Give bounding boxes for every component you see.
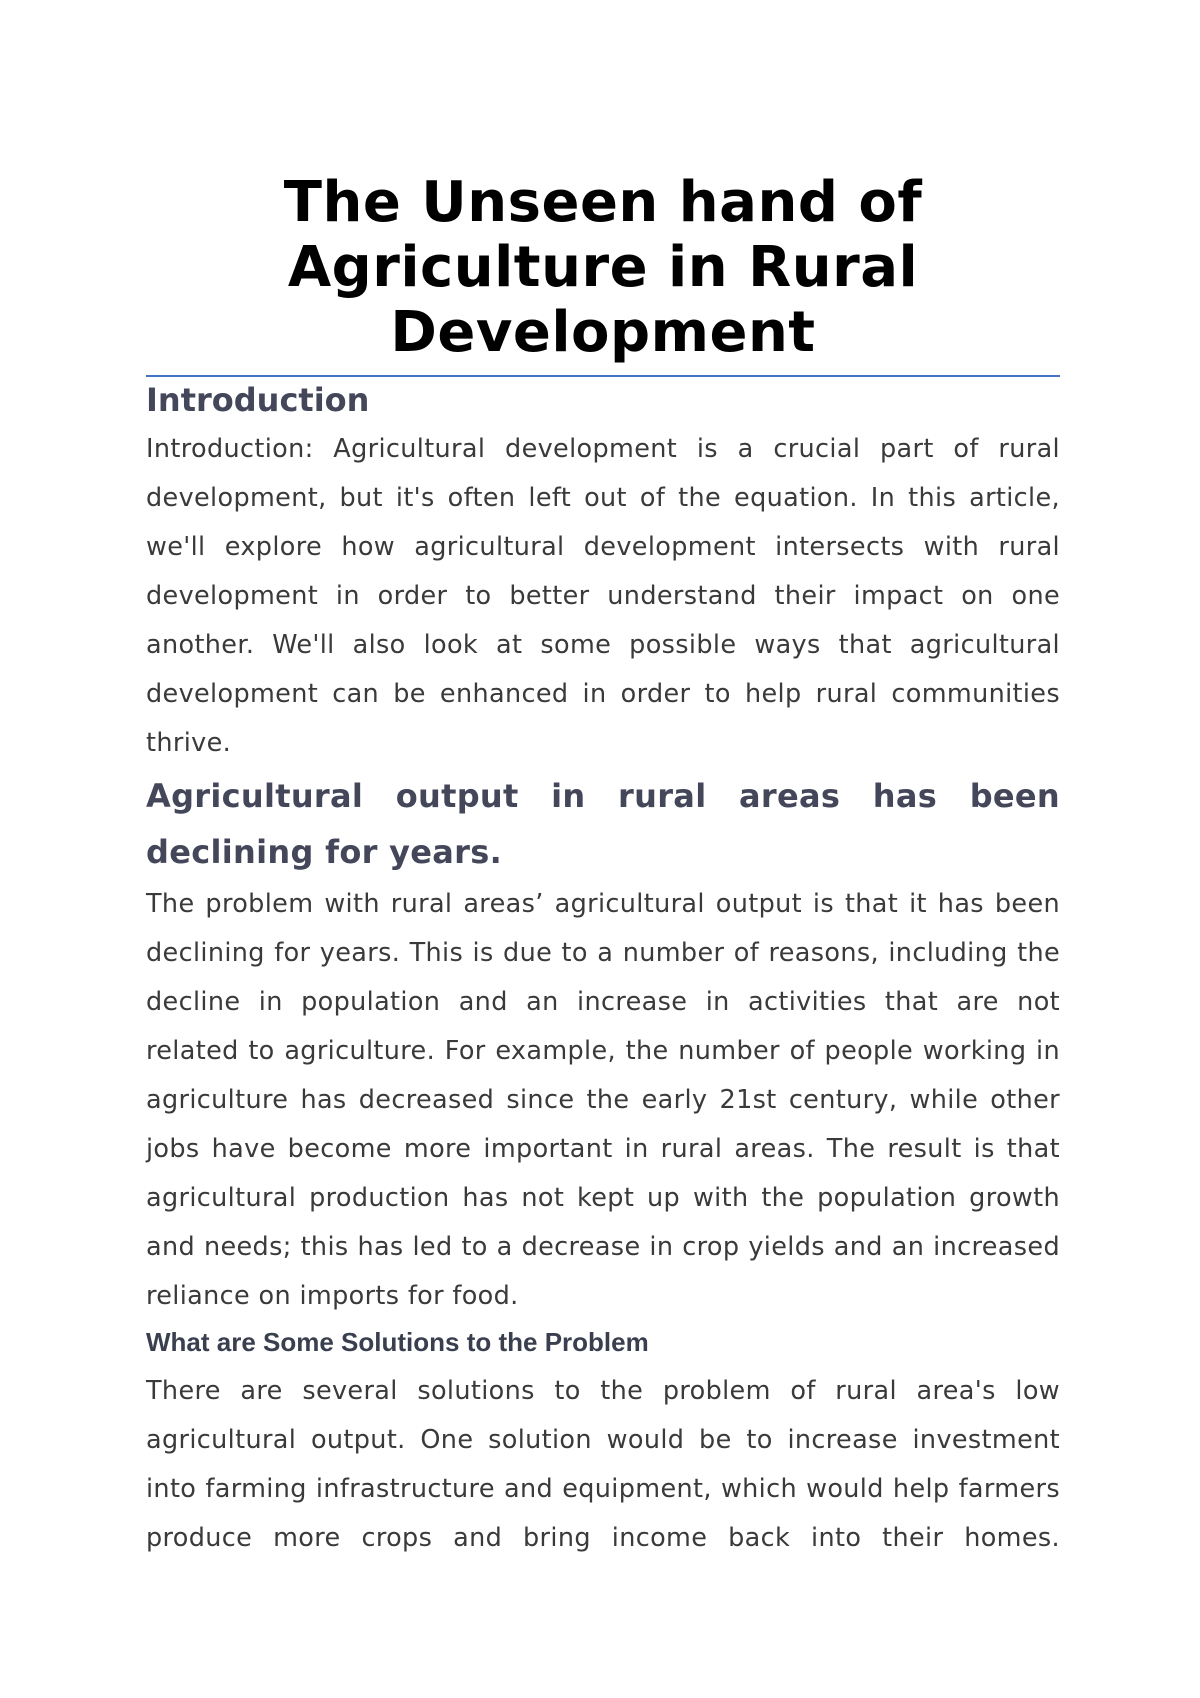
section-body-solutions: There are several solutions to the problem of rural area's low agricultural output. One solution would be to increase investment into farming infrastructure and equipment, which would help farmers produce more crops and bring income back into their homes.	[146, 1376, 1060, 1553]
section-heading-solutions: What are Some Solutions to the Problem	[146, 1327, 649, 1357]
section-heading-introduction: Introduction	[146, 381, 370, 419]
document-page	[146, 170, 1060, 1563]
section-body-output-decline: The problem with rural areas’ agricultural output is that it has been declining for years. This is due to a number of reasons, including the decline in population and an increase in activities that are not related to agriculture. For example, the number of people working in agriculture has decreased since the early 21st century, while other jobs have become more important in rural areas. The result is that agricultural production has not kept up with the population growth and needs; this has led to a decrease in crop yields and an increased reliance on imports for food.	[146, 889, 1060, 1311]
section-body-introduction: Introduction: Agricultural development is a crucial part of rural development, but it's often left out of the equation. In this article, we'll explore how agricultural development intersects with rural development in order to better understand their impact on one another. We'll also look at some possible ways that agricultural development can be enhanced in order to help rural communities thrive.	[146, 434, 1060, 758]
document-title: The Unseen hand of Agriculture in Rural Development	[283, 170, 923, 365]
section-heading-output-decline: Agricultural output in rural areas has been declining for years.	[146, 777, 1060, 871]
title-divider	[146, 375, 1060, 377]
